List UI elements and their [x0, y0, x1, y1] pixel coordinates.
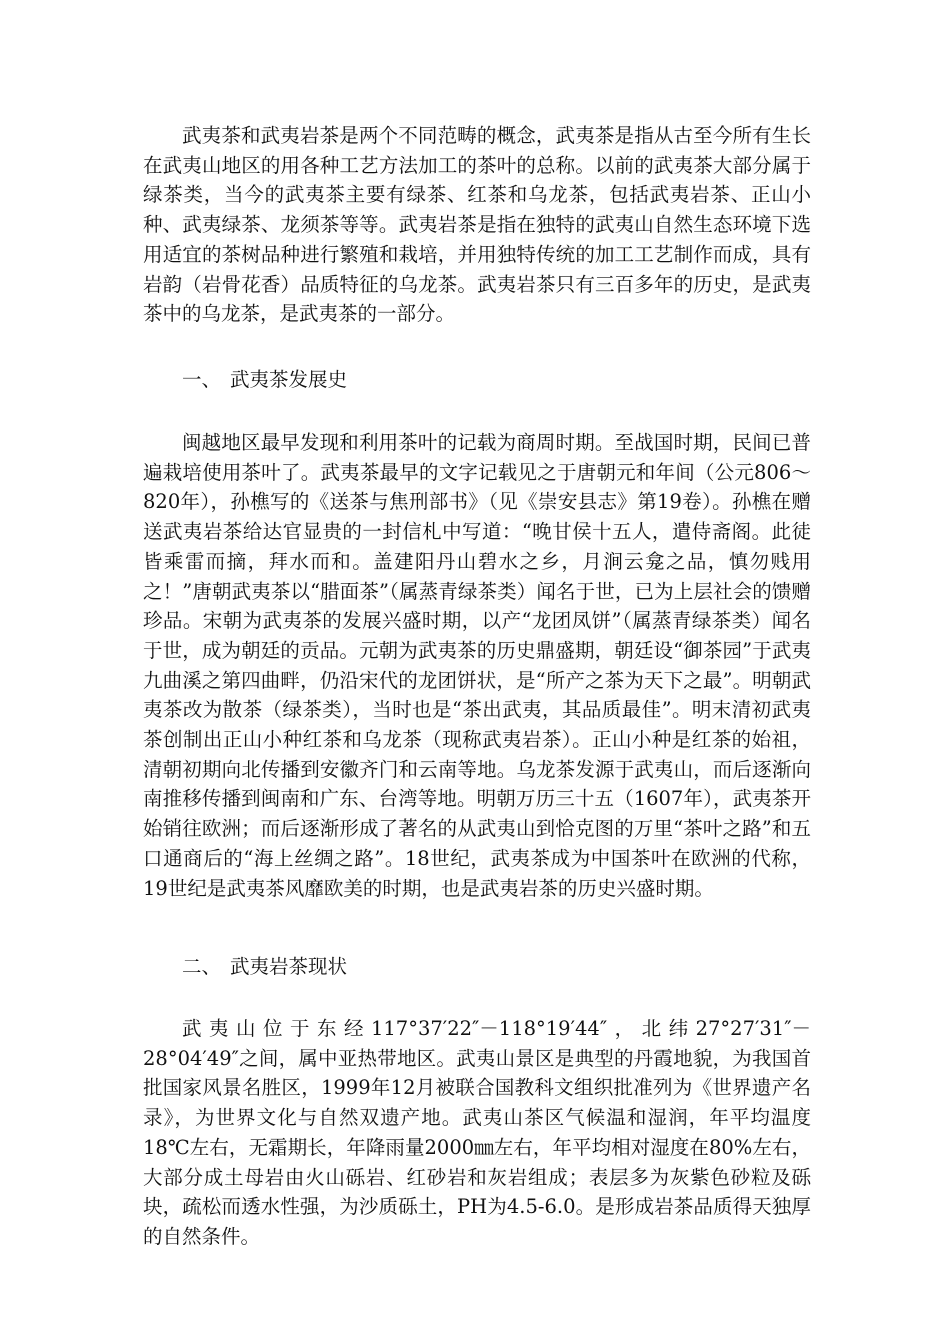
section-title: 武夷岩茶现状: [230, 955, 348, 978]
status-paragraph: 武夷山位于东经117°37′22″－118°19′44″，北纬27°27′31″－28°04′49″之间，属中亚热带地区。武夷山景区是典型的丹霞地貌，为我国首批国家风景名胜区，1999年12月被联合国教科文组织批准列为《世界遗产名录》，为世界文化与自然双遗产地。武夷山茶区气候温和湿润，年平均温度18℃左右，无霜期长，年降雨量2000㎜左右，年平均相对湿度在80%左右，大部分成土母岩由火山砾岩、红砂岩和灰岩组成；表层多为灰紫色砂粒及砾块，疏松而透水性强，为沙质砾土，PH为4.5-6.0。是形成岩茶品质得天独厚的自然条件。: [143, 1017, 811, 1248]
section-heading-status: [182, 953, 347, 981]
section-number: 二、: [182, 955, 222, 978]
section-number: 一、: [182, 368, 222, 391]
history-paragraph: 闽越地区最早发现和利用茶叶的记载为商周时期。至战国时期，民间已普遍栽培使用茶叶了。武夷茶最早的文字记载见之于唐朝元和年间（公元806～820年），孙樵写的《送茶与焦刑部书》（见《崇安县志》第19卷）。孙樵在赠送武夷岩茶给达官显贵的一封信札中写道：“晚甘侯十五人，遣侍斋阁。此徒皆乘雷而摘，拜水而和。盖建阳丹山碧水之乡，月涧云龛之品，慎勿贱用之！”唐朝武夷茶以“腊面茶”（属蒸青绿茶类）闻名于世，已为上层社会的馈赠珍品。宋朝为武夷茶的发展兴盛时期，以产“龙团凤饼”（属蒸青绿茶类）闻名于世，成为朝廷的贡品。元朝为武夷茶的历史鼎盛期，朝廷设“御茶园”于武夷九曲溪之第四曲畔，仍沿宋代的龙团饼状，是“所产之茶为天下之最”。明朝武夷茶改为散茶（绿茶类），当时也是“茶出武夷，其品质最佳”。明末清初武夷茶创制出正山小种红茶和乌龙茶（现称武夷岩茶）。正山小种是红茶的始祖，清朝初期向北传播到安徽齐门和云南等地。乌龙茶发源于武夷山，而后逐渐向南推移传播到闽南和广东、台湾等地。明朝万历三十五（1607年），武夷茶开始销往欧洲；而后逐渐形成了著名的从武夷山到恰克图的万里“茶叶之路”和五口通商后的“海上丝绸之路”。18世纪，武夷茶成为中国茶叶在欧洲的代称，19世纪是武夷茶风靡欧美的时期，也是武夷岩茶的历史兴盛时期。: [143, 431, 811, 900]
section-heading-history: [182, 366, 347, 394]
section-title: 武夷茶发展史: [230, 368, 348, 391]
intro-paragraph: 武夷茶和武夷岩茶是两个不同范畴的概念，武夷茶是指从古至今所有生长在武夷山地区的用各种工艺方法加工的茶叶的总称。以前的武夷茶大部分属于绿茶类，当今的武夷茶主要有绿茶、红茶和乌龙茶，包括武夷岩茶、正山小种、武夷绿茶、龙须茶等等。武夷岩茶是指在独特的武夷山自然生态环境下选用适宜的茶树品种进行繁殖和栽培，并用独特传统的加工工艺制作而成，具有岩韵（岩骨花香）品质特征的乌龙茶。武夷岩茶只有三百多年的历史，是武夷茶中的乌龙茶，是武夷茶的一部分。: [143, 124, 811, 326]
